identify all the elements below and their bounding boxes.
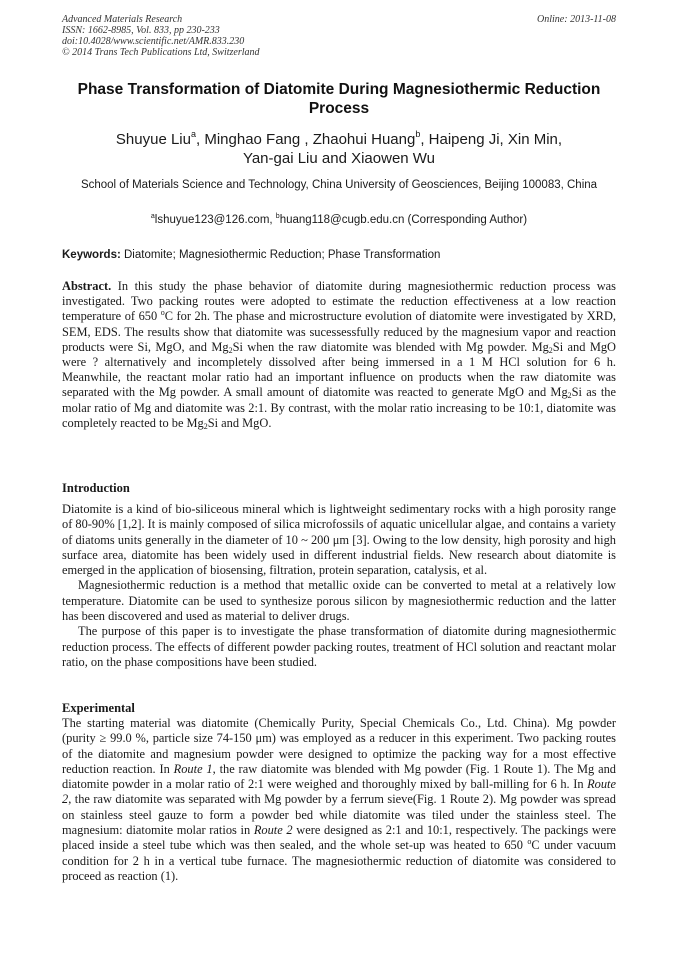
experimental-section	[62, 716, 616, 884]
subscript: 2	[228, 345, 233, 355]
email-b: huang118@cugb.edu.cn (Corresponding Author)	[279, 214, 528, 226]
abstract-text: Si as the molar ratio of Mg and diatomite was 2:1. By contrast, with the molar ratio increasing to be 10:1, diatomite was completely reacted to be Mg	[62, 385, 616, 430]
author-line-2: Yan-gai Liu and Xiaowen Wu	[242, 150, 436, 167]
author-names: , Minghao Fang , Zhaohui Huang	[196, 131, 416, 148]
introduction-section	[62, 502, 616, 670]
paper-title: Phase Transformation of Diatomite During Magnesiothermic Reduction Process	[77, 81, 601, 117]
abstract-text: C for 2h. The phase and microstructure evolution of diatomite were investigated by XRD, SEM, EDS. The results show that diatomite was sucessessfully reduced by the magnesium vapor and reaction products were Si, MgO, and Mg	[62, 309, 616, 354]
affil-mark: a	[150, 213, 155, 220]
author-list	[62, 130, 616, 168]
abstract-label: Abstract.	[62, 279, 112, 293]
intro-paragraph-1: Diatomite is a kind of bio-siliceous mineral which is lightweight sedimentary rocks with a high porosity range of 80-90% [1,2]. It is mainly composed of silica microfossils of aquatic unicellular algae, and contains a variety of diatoms units generally in the diameter of 10 ~ 200 μm [3]. Owing to the low density, high porosity and high surface area, diatomite has been widely used in different industrial fields. New research about diatomite is emerged in the application of biosensing, filtration, protein separation, catalysis, et al.	[62, 502, 616, 578]
intro-paragraph-2: Magnesiothermic reduction is a method that metallic oxide can be converted to metal at a relatively low temperature. Diatomite can be used to synthesize porous silicon by magnesiothermic reduction and the latter has been discovered and used as material to deliver drugs.	[62, 578, 616, 624]
journal-header	[62, 14, 616, 58]
subscript: 2	[203, 421, 208, 431]
affil-mark: a	[190, 129, 196, 139]
degree-sign: o	[527, 837, 532, 847]
affiliation: School of Materials Science and Technology, China University of Geosciences, Beijing 100083, China	[80, 179, 598, 191]
experimental-text: , the raw diatomite was blended with Mg powder (Fig. 1 Route 1). The Mg and diatomite powder in a molar ratio of 2:1 were weighed and thoroughly mixed by ball-milling for 6 h. In	[62, 761, 616, 792]
route-label: Route 2	[62, 777, 616, 807]
affil-mark: b	[275, 213, 280, 220]
abstract-text: Si and MgO were ? alternatively and incompletely dissolved after being immersed in a 1 M HCl solution for 6 h. Meanwhile, the reactant molar ratio had an important influence on products when the raw diatomite was separated with the Mg powder. A small amount of diatomite was reacted to generate MgO and Mg	[62, 339, 616, 400]
keywords-label: Keywords:	[62, 249, 121, 261]
route-label: Route 1	[173, 761, 213, 776]
subscript: 2	[548, 345, 553, 355]
online-date: Online: 2013-11-08	[537, 14, 616, 25]
journal-issn: ISSN: 1662-8985, Vol. 833, pp 230-233	[62, 25, 220, 36]
journal-copyright: © 2014 Trans Tech Publications Ltd, Switzerland	[62, 47, 260, 58]
author-names: , Haipeng Ji, Xin Min,	[420, 131, 563, 148]
abstract-text: In this study the phase behavior of diatomite during magnesiothermic reduction process was investigated. Two packing routes were adopted to estimate the reduction effectiveness at a low reaction temperature of 650	[62, 279, 616, 324]
email-a: lshuyue123@126.com,	[154, 214, 276, 226]
keywords	[62, 248, 616, 263]
route-label: Route 2	[253, 823, 293, 838]
experimental-text: , the raw diatomite was separated with Mg powder by a ferrum sieve(Fig. 1 Route 2). Mg powder was spread on stainless steel gauze to form a powder bed while diatomite was tiled under the stainless steel. The magnesium: diatomite molar ratios in	[62, 792, 616, 838]
journal-name: Advanced Materials Research	[62, 14, 183, 25]
experimental-text: C under vacuum condition for 2 h in a vertical tube furnace. The magnesiothermic reduction of diatomite was considered to proceed as reaction (1).	[62, 838, 616, 883]
abstract-text: Si and MgO.	[207, 415, 272, 430]
affil-mark: b	[415, 129, 421, 139]
experimental-text: were designed as 2:1 and 10:1, respectively. The packings were placed inside a steel tube which was then sealed, and the whole set-up was heated to 650	[62, 823, 616, 853]
subscript: 2	[567, 391, 572, 401]
abstract	[62, 279, 616, 431]
degree-sign: o	[160, 308, 165, 318]
experimental-heading: Experimental	[62, 701, 135, 715]
email-line	[62, 213, 616, 228]
intro-paragraph-3: The purpose of this paper is to investigate the phase transformation of diatomite during magnesiothermic reduction process. The effects of different powder packing routes, treatment of HCl solution and reactant molar ratio, on the phase compositions have been studied.	[62, 624, 616, 669]
journal-doi: doi:10.4028/www.scientific.net/AMR.833.230	[62, 36, 245, 47]
author-line-1	[62, 130, 616, 149]
introduction-heading: Introduction	[62, 481, 130, 495]
abstract-text: Si when the raw diatomite was blended with Mg powder. Mg	[232, 339, 549, 354]
author-name: Shuyue Liu	[115, 131, 191, 148]
keywords-text: Diatomite; Magnesiothermic Reduction; Phase Transformation	[120, 249, 441, 261]
experimental-text: The starting material was diatomite (Chemically Purity, Special Chemicals Co., Ltd. China). Mg powder (purity ≥ 99.0 %, particle size 74-150 μm) was employed as a reducer in this experiment. Two packing routes of the diatomite and magnesium powder were designed to optimize the packing way for a most effective reduction reaction. In	[62, 716, 616, 776]
